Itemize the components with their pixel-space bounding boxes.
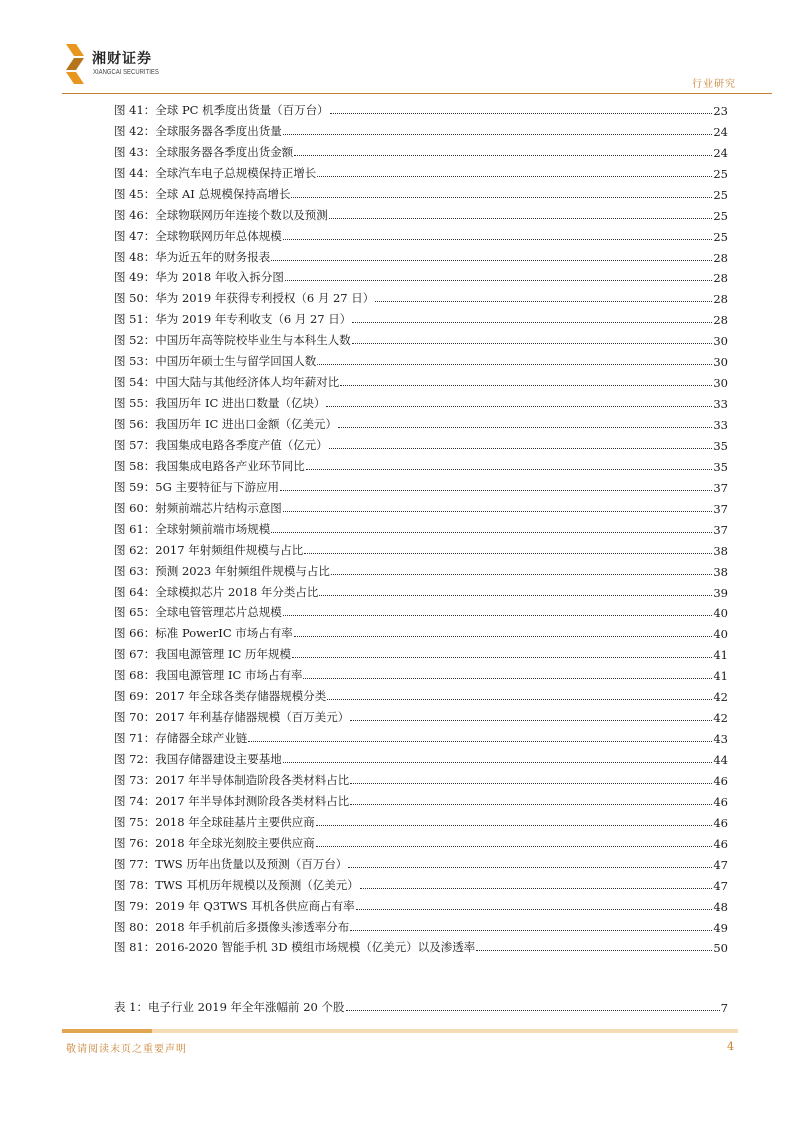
toc-entry-title: 表 1：电子行业 2019 年全年涨幅前 20 个股 <box>114 999 345 1014</box>
toc-entry-page: 41 <box>713 648 728 663</box>
toc-leader-dots <box>317 176 712 177</box>
toc-leader-dots <box>319 595 712 596</box>
toc-entry-page: 47 <box>713 878 728 893</box>
toc-leader-dots <box>280 490 712 491</box>
toc-entry-title: 图 48：华为近五年的财务报表 <box>114 249 271 264</box>
toc-leader-dots <box>331 574 712 575</box>
toc-entry[interactable] <box>114 474 728 495</box>
toc-entry[interactable] <box>114 202 728 223</box>
toc-entry[interactable] <box>114 579 728 600</box>
toc-leader-dots <box>303 678 712 679</box>
toc-entry-page: 33 <box>713 397 728 412</box>
toc-entry-page: 25 <box>713 208 728 223</box>
figure-index-list <box>114 97 728 955</box>
toc-leader-dots <box>476 950 712 951</box>
toc-entry[interactable] <box>114 97 728 118</box>
toc-leader-dots <box>283 239 713 240</box>
toc-entry-title: 图 75：2018 年全球硅基片主要供应商 <box>114 814 315 829</box>
toc-leader-dots <box>360 888 713 889</box>
toc-entry-title: 图 47：全球物联网历年总体规模 <box>114 228 282 243</box>
toc-entry-page: 30 <box>713 355 728 370</box>
toc-entry-title: 图 63：预测 2023 年射频组件规模与占比 <box>114 563 330 578</box>
toc-entry[interactable] <box>114 704 728 725</box>
toc-leader-dots <box>317 364 712 365</box>
toc-entry[interactable] <box>114 830 728 851</box>
toc-entry[interactable] <box>114 348 728 369</box>
toc-entry-title: 图 57：我国集成电路各季度产值（亿元） <box>114 437 328 452</box>
toc-entry[interactable] <box>114 265 728 286</box>
toc-leader-dots <box>348 867 712 868</box>
xiangcai-logo-icon <box>62 42 88 86</box>
toc-leader-dots <box>330 113 713 114</box>
brand-name-cn: 湘财证券 <box>92 51 152 67</box>
toc-entry-page: 24 <box>713 124 728 139</box>
toc-entry-page: 30 <box>713 334 728 349</box>
toc-leader-dots <box>285 280 712 281</box>
toc-entry[interactable] <box>114 537 728 558</box>
toc-entry[interactable] <box>114 641 728 662</box>
section-label: 行业研究 <box>692 79 736 90</box>
toc-entry-title: 图 56：我国历年 IC 进出口金额（亿美元） <box>114 417 337 431</box>
toc-leader-dots <box>304 553 712 554</box>
toc-leader-dots <box>340 385 712 386</box>
toc-entry[interactable] <box>114 725 728 746</box>
toc-entry-page: 37 <box>713 501 728 516</box>
toc-entry[interactable] <box>114 600 728 621</box>
page-number: 4 <box>727 1040 734 1053</box>
toc-entry-page: 37 <box>713 480 728 495</box>
toc-leader-dots <box>329 218 713 219</box>
toc-entry-title: 图 80：2018 年手机前后多摄像头渗透率分布 <box>114 919 350 934</box>
toc-entry-page: 28 <box>713 292 728 307</box>
toc-entry-page: 39 <box>713 585 728 600</box>
toc-leader-dots <box>306 469 713 470</box>
toc-entry-page: 38 <box>713 543 728 558</box>
toc-entry[interactable] <box>114 327 728 348</box>
toc-entry[interactable] <box>114 369 728 390</box>
toc-leader-dots <box>356 909 713 910</box>
toc-entry-page: 25 <box>713 187 728 202</box>
toc-entry[interactable] <box>114 181 728 202</box>
toc-leader-dots <box>292 657 712 658</box>
toc-leader-dots <box>283 762 713 763</box>
toc-entry-title: 图 41：全球 PC 机季度出货量（百万台） <box>114 102 329 117</box>
toc-entry-title: 图 68：我国电源管理 IC 市场占有率 <box>114 668 303 683</box>
toc-entry-title: 图 81：2016-2020 智能手机 3D 模组市场规模（亿美元）以及渗透率 <box>114 940 476 955</box>
toc-leader-dots <box>350 720 712 721</box>
toc-entry[interactable] <box>114 914 728 935</box>
toc-entry-page: 50 <box>713 941 728 956</box>
toc-entry-page: 46 <box>713 773 728 788</box>
toc-entry[interactable] <box>114 139 728 160</box>
toc-entry[interactable] <box>114 390 728 411</box>
toc-entry-page: 44 <box>713 753 728 767</box>
toc-leader-dots <box>283 511 713 512</box>
toc-entry-title: 图 78：TWS 耳机历年规模以及预测（亿美元） <box>114 877 359 892</box>
toc-entry-page: 25 <box>713 229 728 244</box>
toc-entry[interactable] <box>114 223 728 244</box>
toc-entry-page: 23 <box>713 103 728 118</box>
toc-entry-title: 图 67：我国电源管理 IC 历年规模 <box>114 647 291 662</box>
toc-entry-title: 图 54：中国大陆与其他经济体人均年薪对比 <box>114 375 340 390</box>
toc-entry[interactable] <box>114 244 728 265</box>
toc-entry[interactable] <box>114 872 728 893</box>
toc-entry-title: 图 59：5G 主要特征与下游应用 <box>114 479 279 494</box>
toc-entry[interactable] <box>114 788 728 809</box>
toc-leader-dots <box>271 260 712 261</box>
toc-entry[interactable] <box>114 306 728 327</box>
toc-leader-dots <box>291 197 712 198</box>
toc-leader-dots <box>326 406 712 407</box>
toc-entry[interactable] <box>114 935 728 956</box>
toc-entry-page: 42 <box>713 690 728 705</box>
toc-leader-dots <box>350 804 712 805</box>
toc-entry[interactable] <box>114 160 728 181</box>
toc-entry-page: 25 <box>713 166 728 181</box>
toc-entry-title: 图 44：全球汽车电子总规模保持正增长 <box>114 165 317 180</box>
toc-entry-page: 35 <box>713 459 728 474</box>
toc-entry-title: 图 76：2018 年全球光刻胶主要供应商 <box>114 835 315 850</box>
toc-leader-dots <box>294 155 712 156</box>
toc-entry[interactable] <box>114 746 728 767</box>
toc-entry-title: 图 60：射频前端芯片结构示意图 <box>114 500 282 515</box>
toc-entry-title: 图 79：2019 年 Q3TWS 耳机各供应商占有率 <box>114 898 355 913</box>
toc-entry[interactable] <box>114 432 728 453</box>
toc-leader-dots <box>338 427 712 428</box>
toc-entry[interactable] <box>114 285 728 306</box>
toc-entry-title: 图 58：我国集成电路各产业环节同比 <box>114 458 305 473</box>
toc-entry-page: 28 <box>713 313 728 328</box>
toc-leader-dots <box>352 322 712 323</box>
toc-entry-title: 图 53：中国历年硕士生与留学回国人数 <box>114 354 317 369</box>
toc-entry[interactable] <box>114 662 728 683</box>
toc-entry-title: 图 64：全球模拟芯片 2018 年分类占比 <box>114 584 319 599</box>
toc-leader-dots <box>352 343 713 344</box>
toc-leader-dots <box>316 846 713 847</box>
toc-entry-title: 图 55：我国历年 IC 进出口数量（亿块） <box>114 396 326 411</box>
toc-entry[interactable] <box>114 620 728 641</box>
toc-entry-page: 28 <box>713 250 728 265</box>
toc-entry-title: 图 65：全球电管管理芯片总规模 <box>114 605 282 620</box>
toc-entry-page: 41 <box>713 669 728 684</box>
toc-entry-page: 40 <box>713 627 728 642</box>
toc-entry-page: 35 <box>713 438 728 453</box>
toc-entry-page: 46 <box>713 836 728 851</box>
toc-entry-title: 图 42：全球服务器各季度出货量 <box>114 123 282 138</box>
toc-entry[interactable] <box>114 516 728 537</box>
toc-entry-title: 图 50：华为 2019 年获得专利授权（6 月 27 日） <box>114 291 375 306</box>
toc-entry-title: 图 62：2017 年射频组件规模与占比 <box>114 542 304 557</box>
toc-entry[interactable] <box>114 767 728 788</box>
brand-logo <box>62 42 174 88</box>
toc-entry-title: 图 51：华为 2019 年专利收支（6 月 27 日） <box>114 312 352 327</box>
toc-entry-page: 30 <box>713 376 728 391</box>
toc-entry[interactable] <box>114 453 728 474</box>
toc-entry-title: 图 43：全球服务器各季度出货金额 <box>114 144 294 159</box>
toc-leader-dots <box>346 1010 720 1011</box>
toc-leader-dots <box>283 615 713 616</box>
toc-leader-dots <box>271 532 712 533</box>
toc-leader-dots <box>329 448 713 449</box>
toc-entry[interactable] <box>114 851 728 872</box>
toc-entry-title: 图 69：2017 年全球各类存储器规模分类 <box>114 689 327 704</box>
toc-leader-dots <box>294 636 713 637</box>
toc-entry-page: 7 <box>720 1000 728 1015</box>
toc-entry-title: 图 45：全球 AI 总规模保持高增长 <box>114 186 291 201</box>
toc-leader-dots <box>375 301 712 302</box>
toc-entry-title: 图 61：全球射频前端市场规模 <box>114 521 271 536</box>
toc-entry-page: 37 <box>713 522 728 537</box>
toc-entry-page: 28 <box>713 271 728 286</box>
toc-entry[interactable] <box>114 809 728 830</box>
toc-leader-dots <box>316 825 713 826</box>
toc-entry-page: 49 <box>713 920 728 935</box>
toc-entry-page: 38 <box>713 564 728 579</box>
toc-entry-title: 图 73：2017 年半导体制造阶段各类材料占比 <box>114 772 350 787</box>
toc-entry-page: 40 <box>713 606 728 621</box>
toc-leader-dots <box>350 930 712 931</box>
toc-entry[interactable] <box>114 411 728 432</box>
toc-entry-page: 24 <box>713 145 728 160</box>
toc-entry-title: 图 72：我国存储器建设主要基地 <box>114 752 282 766</box>
toc-entry-page: 42 <box>713 711 728 726</box>
toc-entry[interactable] <box>114 683 728 704</box>
toc-entry[interactable] <box>114 118 728 139</box>
toc-entry-page: 33 <box>713 418 728 432</box>
brand-name-en: XIANGCAI SECURITIES <box>93 69 159 76</box>
toc-entry-title: 图 77：TWS 历年出货量以及预测（百万台） <box>114 856 348 871</box>
toc-entry-page: 46 <box>713 794 728 809</box>
toc-entry-title: 图 71：存储器全球产业链 <box>114 731 248 746</box>
toc-entry[interactable] <box>114 558 728 579</box>
header-divider <box>62 93 772 94</box>
toc-entry[interactable] <box>114 495 728 516</box>
toc-entry[interactable] <box>114 994 728 1015</box>
toc-entry-title: 图 70：2017 年利基存储器规模（百万美元） <box>114 710 350 725</box>
toc-entry-page: 46 <box>713 815 728 830</box>
toc-entry-title: 图 46：全球物联网历年连接个数以及预测 <box>114 207 328 222</box>
toc-entry[interactable] <box>114 893 728 914</box>
toc-entry-title: 图 66：标准 PowerIC 市场占有率 <box>114 626 293 641</box>
toc-entry-title: 图 49：华为 2018 年收入拆分图 <box>114 270 284 285</box>
table-index-list <box>114 994 728 1015</box>
footer-divider <box>62 1029 738 1033</box>
toc-leader-dots <box>350 783 712 784</box>
toc-entry-page: 48 <box>713 899 728 914</box>
toc-entry-page: 43 <box>713 732 728 747</box>
disclaimer-note: 敬请阅读末页之重要声明 <box>66 1044 187 1055</box>
toc-entry-title: 图 52：中国历年高等院校毕业生与本科生人数 <box>114 333 351 348</box>
toc-leader-dots <box>248 741 712 742</box>
toc-entry-page: 47 <box>713 857 728 872</box>
toc-leader-dots <box>327 699 712 700</box>
toc-entry-title: 图 74：2017 年半导体封测阶段各类材料占比 <box>114 793 350 808</box>
toc-leader-dots <box>283 134 713 135</box>
